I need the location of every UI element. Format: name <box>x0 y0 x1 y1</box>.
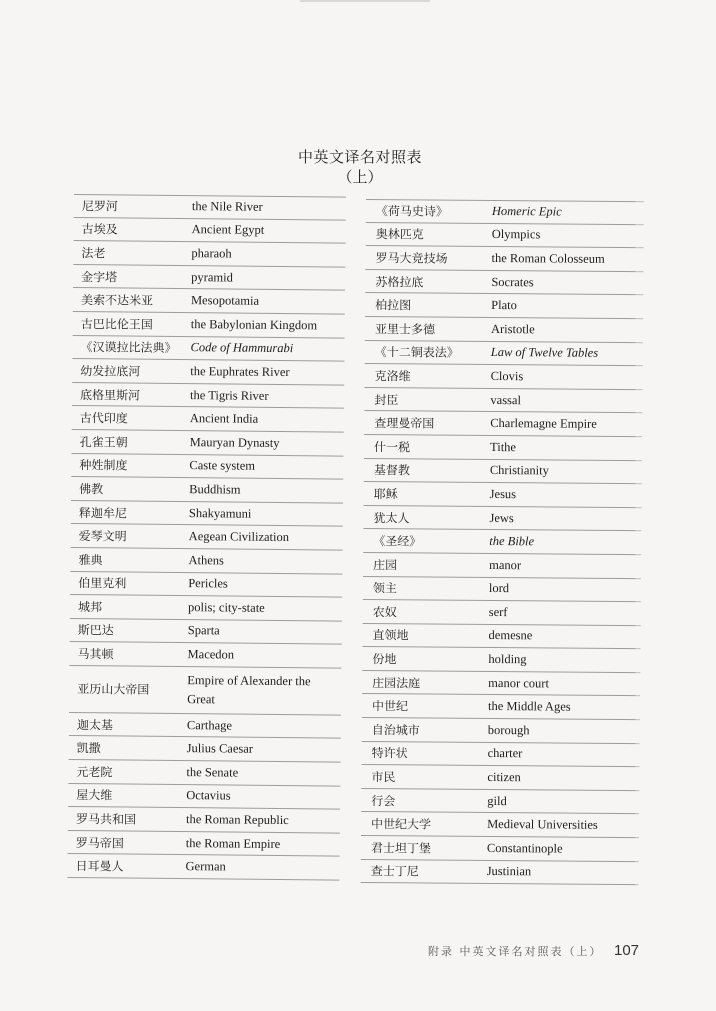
page-title: 中英文译名对照表 <box>297 148 422 166</box>
glossary-row <box>73 288 345 314</box>
glossary-row <box>70 595 342 621</box>
glossary-row <box>71 501 343 527</box>
chinese-term: 什一税 <box>373 439 411 455</box>
chinese-term: 《荷马史诗》 <box>375 204 448 219</box>
glossary-row <box>363 553 641 579</box>
english-term: Carthage <box>186 717 233 733</box>
english-term: Buddhism <box>189 482 241 497</box>
glossary-row <box>72 336 344 362</box>
page-subtitle: （上） <box>337 168 383 186</box>
english-term: the Nile River <box>191 199 263 215</box>
chinese-term: 日耳曼人 <box>75 859 124 874</box>
english-term: citizen <box>487 770 521 785</box>
english-term: borough <box>487 722 530 738</box>
glossary-row <box>366 223 644 249</box>
chinese-term: 市民 <box>371 770 396 785</box>
english-term: demesne <box>488 628 533 643</box>
english-term: Aegean Civilization <box>188 529 290 545</box>
english-term: Plato <box>491 298 517 313</box>
english-term: Macedon <box>187 647 235 662</box>
glossary-row <box>70 619 342 645</box>
english-term: the Roman Republic <box>185 812 289 828</box>
english-term: Jews <box>489 510 514 525</box>
page-footer <box>428 942 639 959</box>
chinese-term: 《汉谟拉比法典》 <box>80 340 177 356</box>
footer-label: 附录 中英文译名对照表（上） <box>428 945 603 958</box>
chinese-term: 《圣经》 <box>373 534 422 549</box>
chinese-term: 城邦 <box>77 599 103 615</box>
glossary-row <box>363 576 641 602</box>
glossary-row <box>71 524 343 550</box>
glossary-row <box>69 713 341 739</box>
chinese-term: 凯撒 <box>76 741 101 756</box>
chinese-term: 中世纪 <box>371 699 409 714</box>
english-term: Homeric Epic <box>491 204 562 219</box>
chinese-term: 爱琴文明 <box>78 529 127 544</box>
chinese-term: 古埃及 <box>81 222 118 237</box>
english-term: Empire of Alexander the Great <box>187 672 311 707</box>
english-term: the Euphrates River <box>190 364 290 380</box>
chinese-term: 君士坦丁堡 <box>370 840 431 856</box>
glossary-row <box>364 435 642 461</box>
glossary-row <box>69 642 341 668</box>
chinese-term: 法老 <box>81 246 106 261</box>
english-term: Ancient India <box>189 411 259 426</box>
chinese-term: 亚里士多德 <box>374 321 436 337</box>
english-term: the Roman Colosseum <box>491 250 605 266</box>
glossary-row <box>72 406 344 432</box>
english-term: Charlemagne Empire <box>490 416 597 431</box>
glossary-row <box>362 718 640 744</box>
english-term: Justinian <box>486 864 532 879</box>
english-term: Shakyamuni <box>188 505 252 521</box>
glossary-row <box>361 765 639 791</box>
chinese-term: 底格里斯河 <box>80 387 141 403</box>
glossary-row <box>365 364 643 390</box>
glossary-row <box>72 430 344 456</box>
chinese-term: 佛教 <box>79 481 104 497</box>
glossary-row <box>364 388 642 414</box>
english-term: Olympics <box>491 227 541 242</box>
glossary-row <box>71 477 343 503</box>
english-term: lord <box>488 581 510 596</box>
english-term: the Middle Ages <box>487 699 571 714</box>
chinese-term: 释迦牟尼 <box>78 505 128 521</box>
chinese-term: 罗马共和国 <box>75 812 137 827</box>
glossary-row <box>365 270 643 296</box>
english-term: Code of Hammurabi <box>190 340 294 356</box>
english-term: pharaoh <box>191 246 232 261</box>
english-term: Socrates <box>491 274 534 289</box>
glossary-row <box>71 454 343 480</box>
glossary-row <box>362 647 640 673</box>
english-term: gild <box>487 793 507 808</box>
glossary-row <box>73 265 345 291</box>
glossary-row <box>70 548 342 574</box>
chinese-term: 庄园 <box>373 557 398 572</box>
english-term: vassal <box>490 392 522 407</box>
english-term: manor <box>489 557 522 572</box>
glossary-left-column <box>67 194 346 881</box>
english-term: the Babylonian Kingdom <box>190 316 318 333</box>
chinese-term: 孔雀王朝 <box>79 434 128 450</box>
english-term: holding <box>488 652 527 667</box>
english-term: Caste system <box>189 458 256 474</box>
top-rule <box>300 0 430 2</box>
chinese-term: 亚历山大帝国 <box>77 682 150 698</box>
chinese-term: 查理曼帝国 <box>374 416 435 431</box>
chinese-term: 领主 <box>372 581 398 596</box>
chinese-term: 奥林匹克 <box>375 227 424 242</box>
english-term: charter <box>487 746 523 761</box>
english-term: Athens <box>188 552 224 568</box>
english-term: German <box>185 859 226 874</box>
chinese-term: 斯巴达 <box>77 623 114 638</box>
english-term: the Tigris River <box>190 387 269 403</box>
chinese-term: 苏格拉底 <box>375 274 424 290</box>
glossary-row <box>72 383 344 409</box>
glossary-row <box>366 199 644 225</box>
chinese-term: 古巴比伦王国 <box>80 316 153 332</box>
english-term: Tithe <box>490 439 517 454</box>
english-term: Julius Caesar <box>186 741 254 757</box>
english-term: Medieval Universities <box>487 817 598 833</box>
glossary-row <box>361 836 639 862</box>
chinese-term: 中世纪大学 <box>371 817 432 832</box>
glossary-row <box>361 812 639 838</box>
english-term: Aristotle <box>490 321 535 337</box>
glossary-row <box>74 194 346 220</box>
glossary-row <box>69 736 341 762</box>
glossary-row <box>68 831 340 857</box>
english-term: Mesopotamia <box>190 293 260 308</box>
chinese-term: 美索不达米亚 <box>80 293 154 308</box>
chinese-term: 古代印度 <box>79 411 128 426</box>
chinese-term: 柏拉图 <box>375 298 412 313</box>
english-term: Law of Twelve Tables <box>490 345 599 361</box>
glossary-row <box>361 789 639 815</box>
glossary-row <box>365 317 643 343</box>
chinese-term: 农奴 <box>372 604 397 620</box>
english-term: Constantinople <box>486 840 563 856</box>
glossary-row <box>362 694 640 720</box>
glossary-row <box>69 666 341 716</box>
english-term: Octavius <box>186 788 231 803</box>
chinese-term: 雅典 <box>78 552 103 567</box>
chinese-term: 屋大维 <box>76 788 113 803</box>
glossary-row <box>365 341 643 367</box>
chinese-term: 封臣 <box>374 392 399 407</box>
glossary-row <box>73 241 345 267</box>
english-term: manor court <box>488 675 550 691</box>
chinese-term: 尼罗河 <box>81 199 118 214</box>
english-term: Jesus <box>489 486 517 502</box>
glossary-row <box>68 807 340 833</box>
chinese-term: 种姓制度 <box>79 458 128 473</box>
glossary-right-column <box>361 199 644 885</box>
glossary-row <box>363 529 641 555</box>
chinese-term: 份地 <box>372 652 397 667</box>
english-term: serf <box>488 604 508 620</box>
glossary-row <box>361 860 639 886</box>
chinese-term: 马其顿 <box>77 647 114 662</box>
english-term: Ancient Egypt <box>191 222 265 238</box>
english-term: Clovis <box>490 368 524 384</box>
chinese-term: 基督教 <box>373 463 410 478</box>
english-term: Pericles <box>188 576 228 591</box>
chinese-term: 幼发拉底河 <box>80 364 141 379</box>
chinese-term: 罗马帝国 <box>75 835 124 851</box>
glossary-row <box>70 571 342 597</box>
chinese-term: 行会 <box>371 793 396 808</box>
chinese-term: 罗马大竞技场 <box>375 251 448 266</box>
chinese-term: 庄园法庭 <box>372 675 421 691</box>
glossary-row <box>67 854 339 880</box>
page-number: 107 <box>614 942 640 959</box>
chinese-term: 查士丁尼 <box>370 864 419 879</box>
english-term: the Senate <box>186 764 239 780</box>
english-term: Christianity <box>489 463 549 478</box>
glossary-row <box>68 760 340 786</box>
english-term: Sparta <box>187 623 220 638</box>
glossary-row <box>364 459 642 485</box>
glossary-row <box>362 624 640 650</box>
english-term: pyramid <box>191 269 233 285</box>
glossary-row <box>363 506 641 532</box>
glossary-row <box>364 482 642 508</box>
chinese-term: 自治城市 <box>371 722 420 738</box>
chinese-term: 犹太人 <box>373 510 410 525</box>
glossary-row <box>68 784 340 810</box>
chinese-term: 特许状 <box>371 746 408 761</box>
chinese-term: 《十二铜表法》 <box>374 345 459 361</box>
glossary-row <box>363 600 641 626</box>
chinese-term: 直领地 <box>372 628 409 643</box>
chinese-term: 耶稣 <box>373 486 398 502</box>
english-term: Mauryan Dynasty <box>189 434 280 450</box>
glossary-row <box>73 312 345 338</box>
glossary-row <box>364 411 642 437</box>
chinese-term: 元老院 <box>76 764 113 780</box>
english-term: polis; city-state <box>187 600 265 615</box>
glossary-row <box>362 671 640 697</box>
glossary-row <box>365 293 643 319</box>
glossary-row <box>74 218 346 244</box>
glossary-row <box>72 359 344 385</box>
chinese-term: 克洛维 <box>374 369 411 384</box>
glossary-row <box>362 742 640 768</box>
english-term: the Roman Empire <box>185 835 281 851</box>
chinese-term: 伯里克利 <box>78 576 127 591</box>
chinese-term: 金字塔 <box>81 269 118 284</box>
glossary-row <box>365 246 643 272</box>
chinese-term: 迦太基 <box>76 717 113 733</box>
english-term: the Bible <box>489 534 535 549</box>
